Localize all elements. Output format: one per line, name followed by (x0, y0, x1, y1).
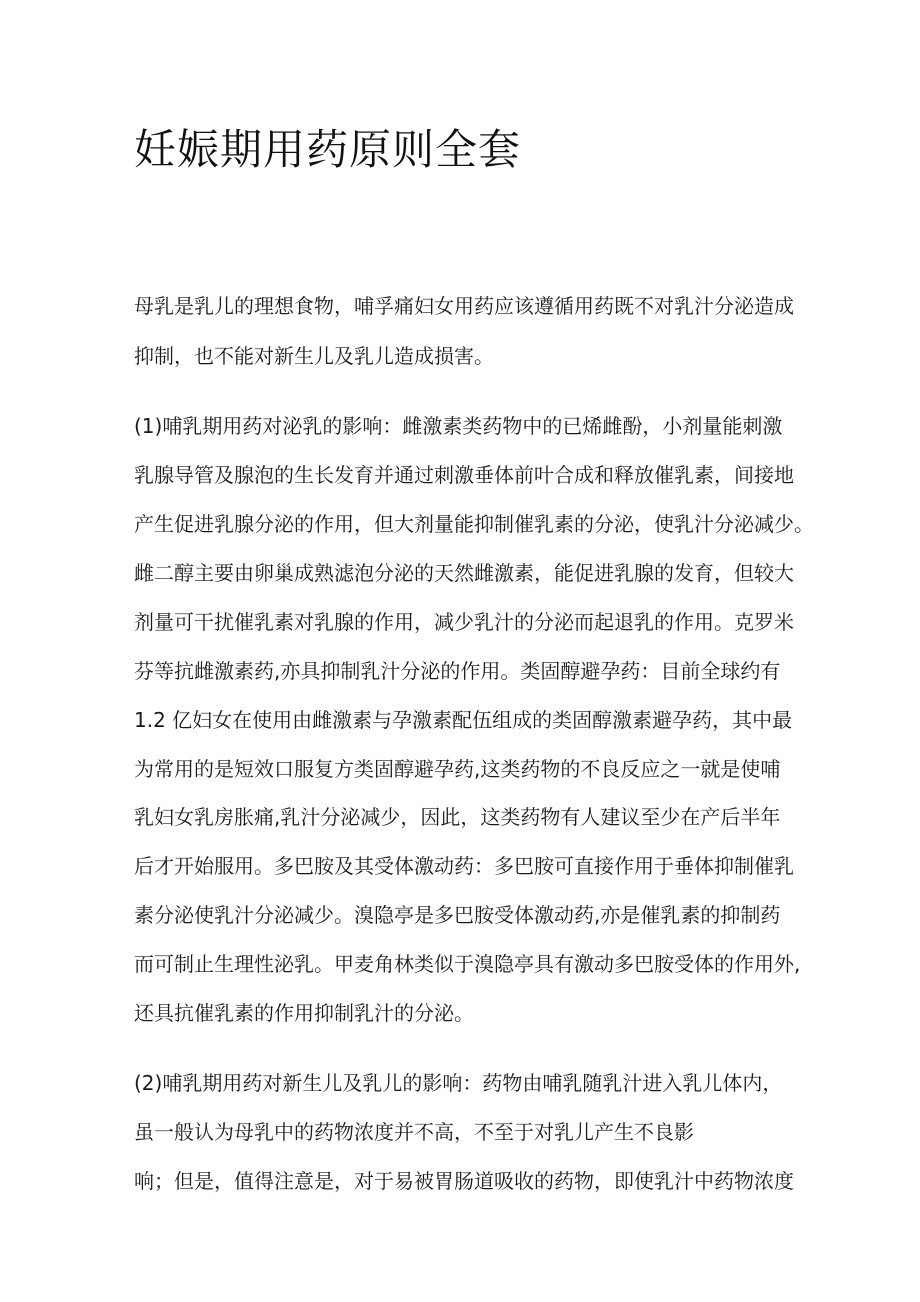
paragraph-line: 母乳是乳儿的理想食物，哺孚痛妇女用药应该遵循用药既不对乳汁分泌造成 (134, 294, 794, 318)
paragraph-line: 乳妇女乳房胀痛,乳汁分泌减少，因此，这类药物有人建议至少在产后半年 (134, 805, 781, 829)
paragraph-line: 雌二醇主要由卵巢成熟滤泡分泌的天然雌激素，能促进乳腺的发育，但较大 (134, 561, 794, 585)
paragraph-line: (1)哺乳期用药对泌乳的影响：雌激素类药物中的已烯雌酚，小剂量能刺激 (134, 414, 783, 438)
paragraph-line: 芬等抗雌激素药,亦具抑制乳汁分泌的作用。类固醇避孕药：目前全球约有 (134, 659, 781, 683)
paragraph-line: (2)哺乳期用药对新生儿及乳儿的影响：药物由哺乳随乳汁进入乳儿体内， (134, 1071, 783, 1095)
paragraph-line: 乳腺导管及腺泡的生长发育并通过刺激垂体前叶合成和释放催乳素，间接地 (134, 463, 794, 487)
document-title: 妊娠期用药原则全套 (134, 125, 522, 174)
paragraph-line: 后才开始服用。多巴胺及其受体激动药：多巴胺可直接作用于垂体抑制催乳 (134, 854, 794, 878)
paragraph-line: 还具抗催乳素的作用抑制乳汁的分泌。 (134, 1001, 474, 1025)
paragraph-line: 响；但是，值得注意是，对于易被胃肠道吸收的药物，即使乳汁中药物浓度 (134, 1169, 794, 1193)
paragraph-line: 产生促进乳腺分泌的作用，但大剂量能抑制催乳素的分泌，使乳汁分泌减少。 (134, 512, 814, 536)
paragraph-line: 剂量可干扰催乳素对乳腺的作用，减少乳汁的分泌而起退乳的作用。克罗米 (134, 610, 794, 634)
paragraph-line: 素分泌使乳汁分泌减少。溴隐亭是多巴胺受体激动药,亦是催乳素的抑制药 (134, 903, 781, 927)
paragraph-line: 抑制，也不能对新生儿及乳儿造成损害。 (134, 344, 494, 368)
paragraph-line: 虽一般认为母乳中的药物浓度并不高，不至于对乳儿产生不良影 (134, 1120, 694, 1144)
paragraph-line: 而可制止生理性泌乳。甲麦角林类似于溴隐亭具有激动多巴胺受体的作用外, (134, 952, 801, 976)
paragraph-line: 为常用的是短效口服复方类固醇避孕药,这类药物的不良反应之一就是使哺 (134, 757, 781, 781)
paragraph-line: 1.2 亿妇女在使用由雌激素与孕激素配伍组成的类固醇激素避孕药，其中最 (134, 708, 793, 732)
